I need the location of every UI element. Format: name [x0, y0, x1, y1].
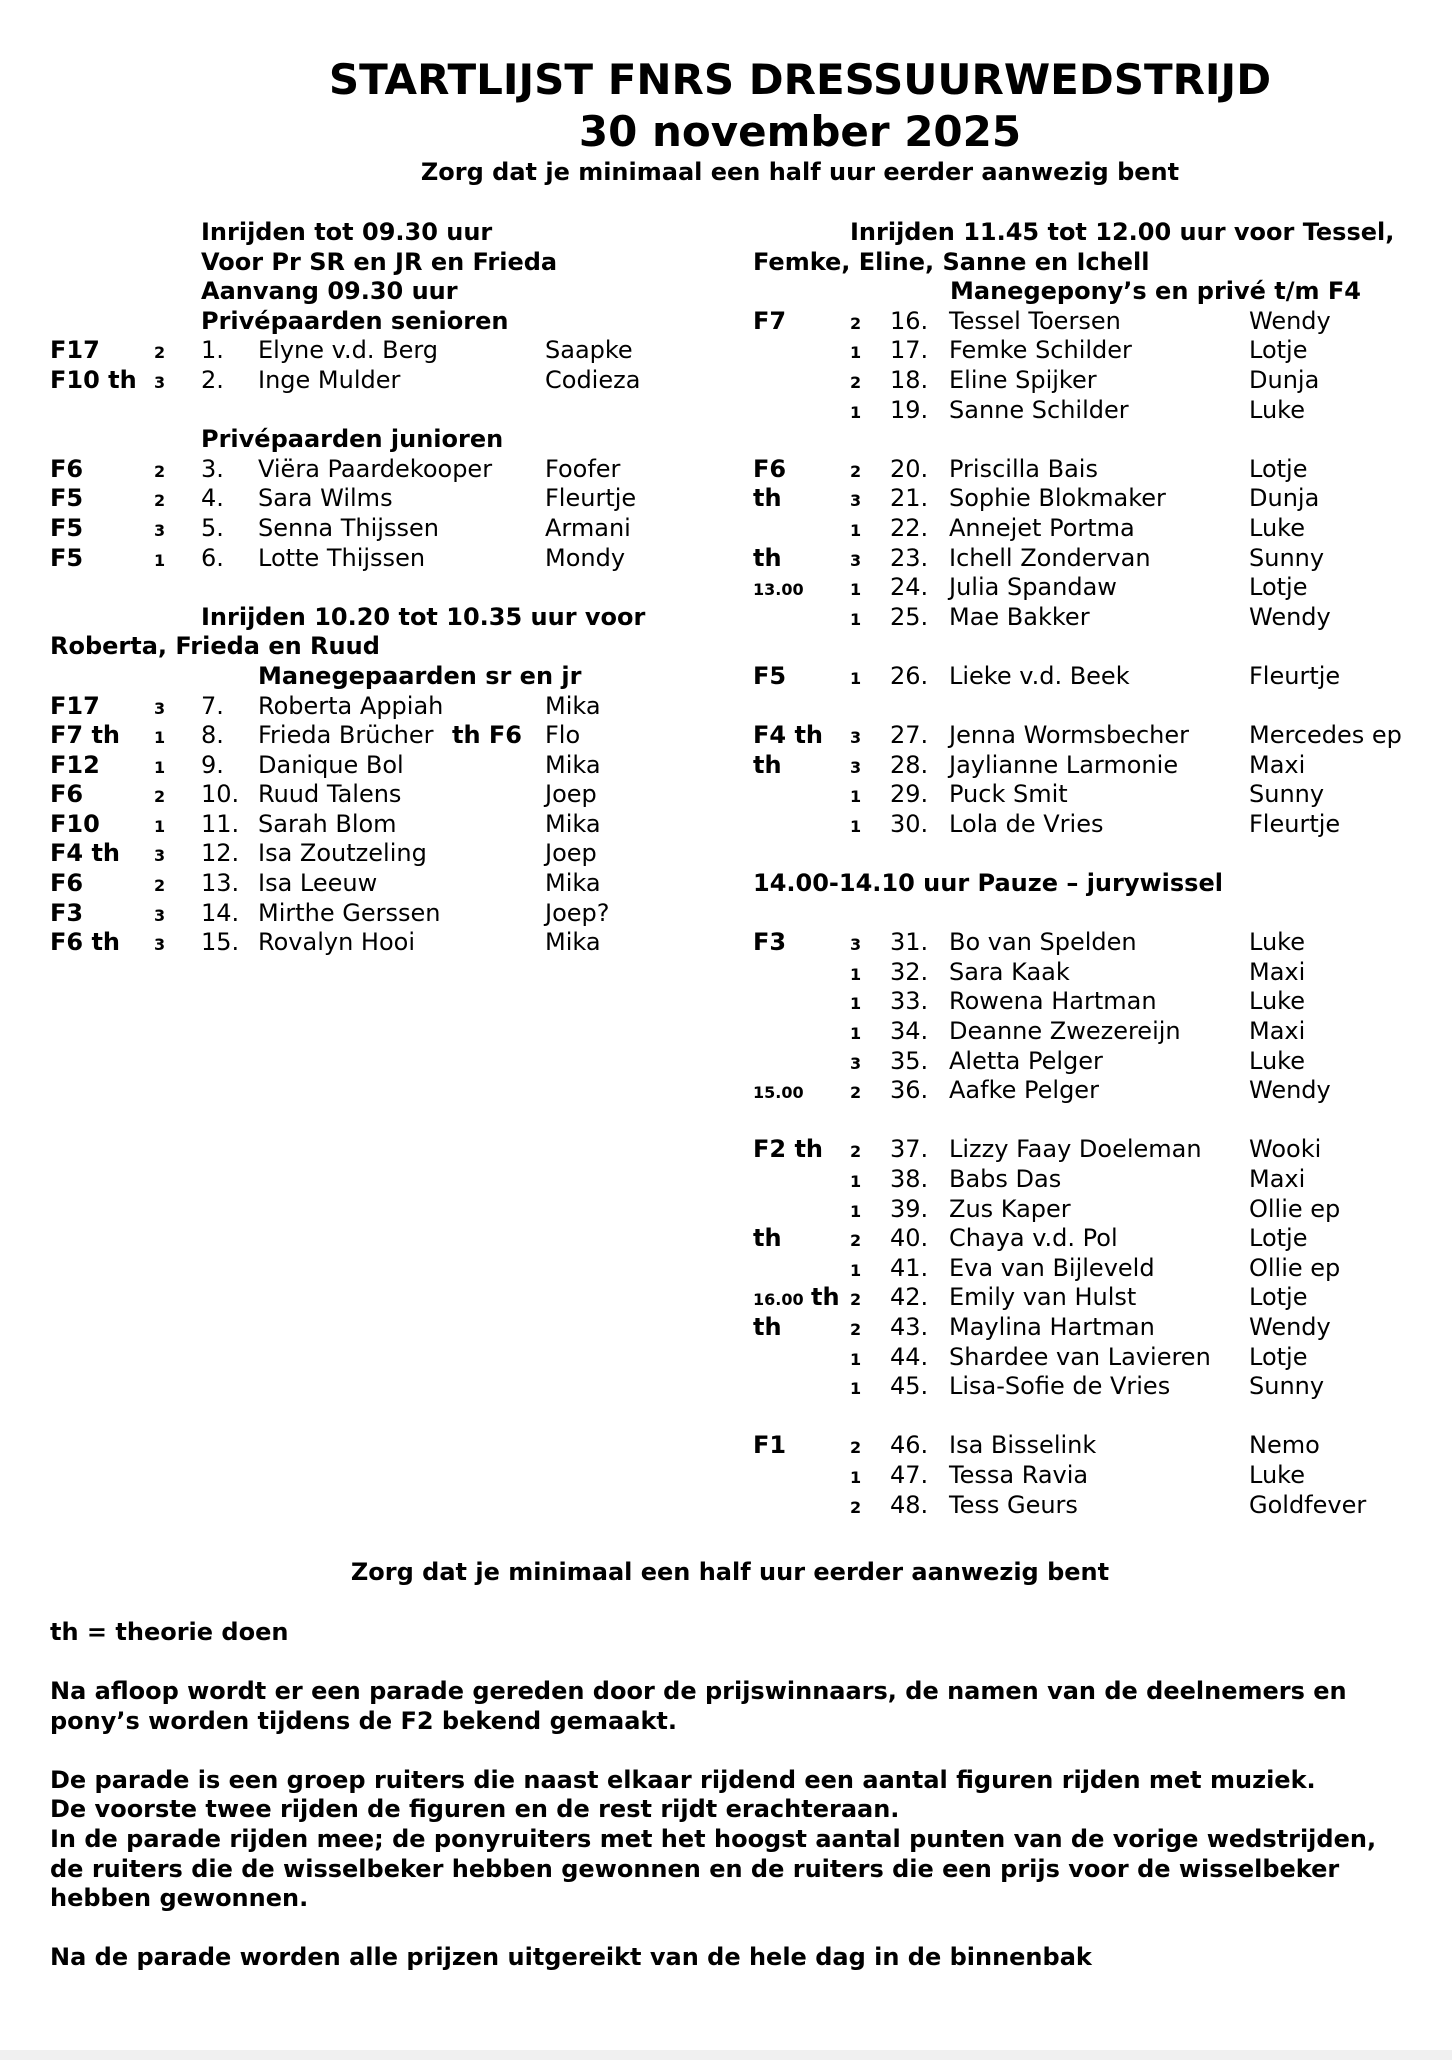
horse-name: Mercedes ep: [1249, 721, 1402, 750]
start-row: [50, 336, 740, 366]
horse-name: Saapke: [545, 336, 633, 365]
rider-name: Lola de Vries: [949, 809, 1104, 838]
horse-name: Fleurtje: [545, 484, 637, 513]
group: 1: [850, 1260, 862, 1280]
horse-name: Luke: [1249, 513, 1305, 542]
start-number: 5.: [201, 513, 224, 542]
group: 3: [850, 550, 862, 570]
rider-name: Deanne Zwezereijn: [949, 1017, 1181, 1046]
theory-note: th F6: [452, 721, 523, 750]
start-number: 3.: [201, 454, 224, 483]
start-row: [50, 484, 740, 514]
start-row: [50, 721, 740, 751]
rider-name: Priscilla Bais: [949, 454, 1098, 483]
start-number: 17.: [890, 336, 929, 365]
horse-name: Luke: [1249, 928, 1305, 957]
rider-name: Sarah Blom: [258, 809, 397, 838]
start-number: 37.: [890, 1135, 929, 1164]
rider-name: Sara Wilms: [258, 484, 393, 513]
group: 3: [154, 372, 166, 392]
start-number: 44.: [890, 1342, 929, 1371]
group: 2: [850, 1290, 862, 1310]
start-number: 6.: [201, 543, 224, 572]
start-row: [753, 544, 1443, 574]
horse-name: Mika: [545, 809, 601, 838]
start-row: [753, 1491, 1443, 1521]
horse-name: Fleurtje: [1249, 661, 1341, 690]
level: F3: [753, 928, 787, 957]
level: F7 th: [50, 721, 121, 750]
rider-name: Tessel Toersen: [949, 306, 1121, 335]
start-number: 4.: [201, 484, 224, 513]
start-time: 13.00: [753, 580, 804, 600]
group: 1: [850, 816, 862, 836]
horse-name: Fleurtje: [1249, 809, 1341, 838]
rider-name: Danique Bol: [258, 750, 404, 779]
group: 2: [154, 343, 166, 363]
group: 2: [154, 876, 166, 896]
start-number: 24.: [890, 573, 929, 602]
horse-name: Maxi: [1249, 1017, 1306, 1046]
group: 1: [850, 580, 862, 600]
group: 1: [850, 609, 862, 629]
start-number: 30.: [890, 809, 929, 838]
section-inrijden-1020: Inrijden 10.20 tot 10.35 uur voor: [201, 602, 646, 631]
start-row: [753, 1431, 1443, 1461]
start-row: [753, 484, 1443, 514]
rider-name: Zus Kaper: [949, 1194, 1071, 1223]
start-row: [753, 396, 1443, 426]
horse-name: Goldfever: [1249, 1490, 1367, 1519]
rider-name: Ichell Zondervan: [949, 543, 1151, 572]
start-number: 16.: [890, 306, 929, 335]
rider-name: Isa Leeuw: [258, 869, 378, 898]
level: th: [811, 1283, 840, 1312]
horse-name: Wendy: [1249, 1312, 1331, 1341]
page-subtitle: Zorg dat je minimaal een half uur eerder aanwezig bent: [420, 158, 1180, 186]
start-number: 21.: [890, 484, 929, 513]
horse-name: Lotje: [1249, 336, 1308, 365]
start-row: [753, 1224, 1443, 1254]
start-number: 48.: [890, 1490, 929, 1519]
start-row: [753, 1313, 1443, 1343]
start-number: 8.: [201, 721, 224, 750]
start-number: 46.: [890, 1431, 929, 1460]
paragraph-parade-desc-1: De parade is een groep ruiters die naast elkaar rijdend een aantal figuren rijden met muziek.: [50, 1766, 1316, 1794]
left-column: [50, 218, 740, 958]
rider-name: Shardee van Lavieren: [949, 1342, 1211, 1371]
rider-name: Sara Kaak: [949, 957, 1070, 986]
horse-name: Dunja: [1249, 365, 1320, 394]
group: 2: [154, 461, 166, 481]
group: 2: [154, 787, 166, 807]
horse-name: Dunja: [1249, 484, 1320, 513]
start-number: 47.: [890, 1460, 929, 1489]
rider-name: Annejet Portma: [949, 513, 1135, 542]
horse-name: Ollie ep: [1249, 1253, 1341, 1282]
start-number: 32.: [890, 957, 929, 986]
start-number: 25.: [890, 602, 929, 631]
horse-name: Luke: [1249, 987, 1305, 1016]
group: 3: [154, 935, 166, 955]
group: 2: [850, 372, 862, 392]
section-manegepaarden: Manegepaarden sr en jr: [258, 661, 582, 690]
horse-name: Joep: [545, 780, 597, 809]
group: 1: [850, 402, 862, 422]
start-number: 29.: [890, 780, 929, 809]
group: 1: [850, 1201, 862, 1221]
start-row: [753, 1461, 1443, 1491]
horse-name: Maxi: [1249, 957, 1306, 986]
rider-name: Aafke Pelger: [949, 1076, 1099, 1105]
start-number: 36.: [890, 1076, 929, 1105]
level: th: [753, 1224, 782, 1253]
level: F4 th: [50, 839, 121, 868]
horse-name: Wendy: [1249, 1076, 1331, 1105]
start-number: 40.: [890, 1224, 929, 1253]
start-time: 16.00: [753, 1290, 804, 1310]
start-number: 35.: [890, 1046, 929, 1075]
horse-name: Maxi: [1249, 1165, 1306, 1193]
start-row: [753, 366, 1443, 396]
level: F6: [753, 454, 787, 483]
rider-name: Emily van Hulst: [949, 1283, 1137, 1312]
group: 3: [850, 728, 862, 748]
start-row: [50, 366, 740, 396]
start-row: [50, 751, 740, 781]
level: F6: [50, 454, 84, 483]
group: 1: [850, 1379, 862, 1399]
rider-name: Jenna Wormsbecher: [949, 721, 1189, 750]
group: 2: [850, 313, 862, 333]
right-intro-3: Manegepony’s en privé t/m F4: [950, 277, 1361, 306]
horse-name: Mika: [545, 750, 601, 779]
start-number: 10.: [201, 780, 240, 809]
group: 3: [850, 491, 862, 511]
horse-name: Luke: [1249, 395, 1305, 424]
group: 3: [154, 846, 166, 866]
group: 2: [850, 1142, 862, 1162]
horse-name: Lotje: [1249, 454, 1308, 483]
group: 2: [850, 1319, 862, 1339]
right-intro-2: Femke, Eline, Sanne en Ichell: [753, 247, 1150, 276]
horse-name: Mika: [545, 691, 601, 720]
start-row: [50, 899, 740, 929]
horse-name: Mika: [545, 869, 601, 898]
horse-name: Wooki: [1249, 1135, 1322, 1164]
paragraph-prizes: Na de parade worden alle prijzen uitgereikt van de hele dag in de binnenbak: [50, 1943, 1092, 1971]
rider-name: Rowena Hartman: [949, 987, 1157, 1016]
start-row: [753, 1283, 1443, 1313]
start-number: 23.: [890, 543, 929, 572]
start-row: [753, 662, 1443, 692]
rider-name: Tessa Ravia: [949, 1460, 1089, 1489]
level: F6: [50, 780, 84, 809]
start-row: [753, 987, 1443, 1017]
start-row: [753, 455, 1443, 485]
rider-name: Babs Das: [949, 1165, 1062, 1193]
start-row: [753, 307, 1443, 337]
start-row: [753, 928, 1443, 958]
start-row: [753, 1195, 1443, 1225]
start-row: [753, 1165, 1443, 1195]
start-row: [753, 810, 1443, 840]
start-row: [753, 751, 1443, 781]
rider-name: Lieke v.d. Beek: [949, 661, 1130, 690]
start-row: [753, 721, 1443, 751]
group: 3: [850, 1053, 862, 1073]
group: 1: [850, 1349, 862, 1369]
start-row: [753, 1254, 1443, 1284]
group: 2: [850, 1083, 862, 1103]
horse-name: Mika: [545, 928, 601, 957]
rider-name: Inge Mulder: [258, 365, 401, 394]
horse-name: Wendy: [1249, 306, 1331, 335]
level: F1: [753, 1431, 787, 1460]
rider-name: Tess Geurs: [949, 1490, 1078, 1519]
rider-name: Isa Bisselink: [949, 1431, 1097, 1460]
start-number: 43.: [890, 1312, 929, 1341]
rider-name: Elyne v.d. Berg: [258, 336, 439, 365]
start-row: [50, 928, 740, 958]
group: 1: [850, 787, 862, 807]
rider-name: Ruud Talens: [258, 780, 402, 809]
rider-name: Eva van Bijleveld: [949, 1253, 1155, 1282]
rider-name: Roberta Appiah: [258, 691, 444, 720]
start-row: [753, 1076, 1443, 1106]
group: 3: [154, 520, 166, 540]
group: 1: [850, 964, 862, 984]
rider-name: Femke Schilder: [949, 336, 1132, 365]
horse-name: Lotje: [1249, 1342, 1308, 1371]
horse-name: Sunny: [1249, 1372, 1325, 1401]
rider-name: Lotte Thijssen: [258, 543, 426, 572]
rider-name: Lizzy Faay Doeleman: [949, 1135, 1202, 1164]
start-row: [753, 1343, 1443, 1373]
horse-name: Sunny: [1249, 543, 1325, 572]
horse-name: Joep?: [545, 898, 610, 927]
start-row: [753, 1017, 1443, 1047]
group: 1: [850, 343, 862, 363]
level: F5: [50, 484, 84, 513]
group: 1: [154, 728, 166, 748]
paragraph-parade-desc-2: De voorste twee rijden de figuren en de rest rijdt erachteraan.: [50, 1795, 900, 1823]
start-row: [753, 1372, 1443, 1402]
level: th: [753, 543, 782, 572]
page-title: STARTLIJST FNRS DRESSUURWEDSTRIJD: [328, 55, 1272, 104]
section-inrijden-riders: Roberta, Frieda en Ruud: [50, 632, 380, 661]
horse-name: Foofer: [545, 454, 621, 483]
rider-name: Rovalyn Hooi: [258, 928, 415, 957]
group: 3: [850, 935, 862, 955]
horse-name: Maxi: [1249, 750, 1306, 779]
rider-name: Maylina Hartman: [949, 1312, 1155, 1341]
start-number: 31.: [890, 928, 929, 957]
start-row: [753, 1135, 1443, 1165]
horse-name: Mondy: [545, 543, 626, 572]
group: 1: [154, 550, 166, 570]
rider-name: Isa Zoutzeling: [258, 839, 427, 868]
group: 1: [850, 1467, 862, 1487]
group: 1: [154, 757, 166, 777]
section-prive-senioren: Privépaarden senioren: [201, 306, 509, 335]
horse-name: Joep: [545, 839, 597, 868]
level: F6: [50, 869, 84, 898]
group: 2: [850, 1497, 862, 1517]
horse-name: Codieza: [545, 365, 641, 394]
left-intro-2: Voor Pr SR en JR en Frieda: [201, 247, 558, 276]
horse-name: Sunny: [1249, 780, 1325, 809]
group: 1: [850, 994, 862, 1014]
level: F12: [50, 750, 100, 779]
rider-name: Lisa-Sofie de Vries: [949, 1372, 1171, 1401]
rider-name: Sanne Schilder: [949, 395, 1129, 424]
start-row: [753, 780, 1443, 810]
start-row: [50, 455, 740, 485]
start-row: [50, 692, 740, 722]
start-number: 7.: [201, 691, 224, 720]
pause-note: 14.00-14.10 uur Pauze – jurywissel: [753, 869, 1223, 898]
level: F5: [753, 661, 787, 690]
paragraph-parade-participants: In de parade rijden mee; de ponyruiters met het hoogst aantal punten van de vorige wedstrijden, de ruiters die de wisselbeker hebben gewonnen en de ruiters die een prijs voor de wisselbeker hebben gewonnen.: [50, 1825, 1377, 1913]
group: 1: [154, 816, 166, 836]
start-number: 33.: [890, 987, 929, 1016]
start-number: 38.: [890, 1165, 929, 1193]
start-number: 19.: [890, 395, 929, 424]
level: th: [753, 1312, 782, 1341]
level: F10: [50, 809, 100, 838]
start-row: [50, 810, 740, 840]
legend-text: th = theorie doen: [50, 1618, 289, 1646]
start-number: 45.: [890, 1372, 929, 1401]
start-number: 34.: [890, 1017, 929, 1046]
start-row: [50, 780, 740, 810]
start-number: 15.: [201, 928, 240, 957]
start-row: [753, 1047, 1443, 1077]
start-number: 28.: [890, 750, 929, 779]
start-row: [753, 958, 1443, 988]
start-row: [753, 573, 1443, 603]
section-prive-junioren: Privépaarden junioren: [201, 425, 504, 454]
horse-name: Nemo: [1249, 1431, 1320, 1460]
group: 1: [850, 520, 862, 540]
start-number: 9.: [201, 750, 224, 779]
horse-name: Flo: [545, 721, 581, 750]
start-number: 2.: [201, 365, 224, 394]
start-time: 15.00: [753, 1083, 804, 1103]
group: 2: [850, 461, 862, 481]
level: F2 th: [753, 1135, 824, 1164]
page-bottom-edge: [0, 2050, 1452, 2060]
rider-name: Aletta Pelger: [949, 1046, 1103, 1075]
start-row: [50, 544, 740, 574]
start-number: 12.: [201, 839, 240, 868]
start-number: 20.: [890, 454, 929, 483]
start-number: 41.: [890, 1253, 929, 1282]
horse-name: Lotje: [1249, 1224, 1308, 1253]
level: F17: [50, 691, 100, 720]
right-intro-1: Inrijden 11.45 tot 12.00 uur voor Tessel,: [850, 218, 1395, 246]
rider-name: Sophie Blokmaker: [949, 484, 1166, 513]
start-number: 14.: [201, 898, 240, 927]
rider-name: Frieda Brücher: [258, 721, 434, 750]
rider-name: Julia Spandaw: [949, 573, 1117, 602]
rider-name: Viëra Paardekooper: [258, 454, 493, 483]
start-row: [753, 336, 1443, 366]
rider-name: Eline Spijker: [949, 365, 1097, 394]
start-number: 22.: [890, 513, 929, 542]
rider-name: Puck Smit: [949, 780, 1068, 809]
group: 1: [850, 668, 862, 688]
level: F10 th: [50, 365, 137, 394]
start-row: [50, 839, 740, 869]
rider-name: Mirthe Gerssen: [258, 898, 441, 927]
start-row: [753, 603, 1443, 633]
rider-name: Jaylianne Larmonie: [949, 750, 1179, 779]
horse-name: Lotje: [1249, 573, 1308, 602]
horse-name: Ollie ep: [1249, 1194, 1341, 1223]
paragraph-parade-intro: Na afloop wordt er een parade gereden door de prijswinnaars, de namen van de deelnemers en pony’s worden tijdens de F2 bekend gemaakt.: [50, 1677, 1347, 1735]
level: F6 th: [50, 928, 121, 957]
page-date: 30 november 2025: [578, 107, 1022, 156]
level: F4 th: [753, 721, 824, 750]
start-number: 27.: [890, 721, 929, 750]
level: F3: [50, 898, 84, 927]
horse-name: Luke: [1249, 1046, 1305, 1075]
group: 2: [850, 1438, 862, 1458]
level: F17: [50, 336, 100, 365]
right-column: [753, 218, 1443, 1520]
start-number: 18.: [890, 365, 929, 394]
left-intro-1: Inrijden tot 09.30 uur: [201, 218, 493, 246]
group: 1: [850, 1024, 862, 1044]
rider-name: Senna Thijssen: [258, 513, 439, 542]
start-number: 1.: [201, 336, 224, 365]
reminder-text: Zorg dat je minimaal een half uur eerder aanwezig bent: [350, 1558, 1110, 1586]
group: 2: [850, 1231, 862, 1251]
start-number: 39.: [890, 1194, 929, 1223]
group: 3: [154, 905, 166, 925]
start-row: [753, 514, 1443, 544]
start-number: 13.: [201, 869, 240, 898]
start-row: [50, 514, 740, 544]
start-number: 11.: [201, 809, 240, 838]
level: F5: [50, 513, 84, 542]
horse-name: Wendy: [1249, 602, 1331, 631]
rider-name: Chaya v.d. Pol: [949, 1224, 1118, 1253]
horse-name: Lotje: [1249, 1283, 1308, 1312]
start-number: 26.: [890, 661, 929, 690]
group: 3: [850, 757, 862, 777]
rider-name: Mae Bakker: [949, 602, 1090, 631]
horse-name: Luke: [1249, 1460, 1305, 1489]
level: F5: [50, 543, 84, 572]
group: 2: [154, 491, 166, 511]
group: 1: [850, 1172, 862, 1191]
horse-name: Armani: [545, 513, 631, 542]
rider-name: Bo van Spelden: [949, 928, 1137, 957]
start-row: [50, 869, 740, 899]
start-number: 42.: [890, 1283, 929, 1312]
level: F7: [753, 306, 787, 335]
group: 3: [154, 698, 166, 718]
level: th: [753, 750, 782, 779]
level: th: [753, 484, 782, 513]
left-intro-3: Aanvang 09.30 uur: [201, 277, 458, 306]
